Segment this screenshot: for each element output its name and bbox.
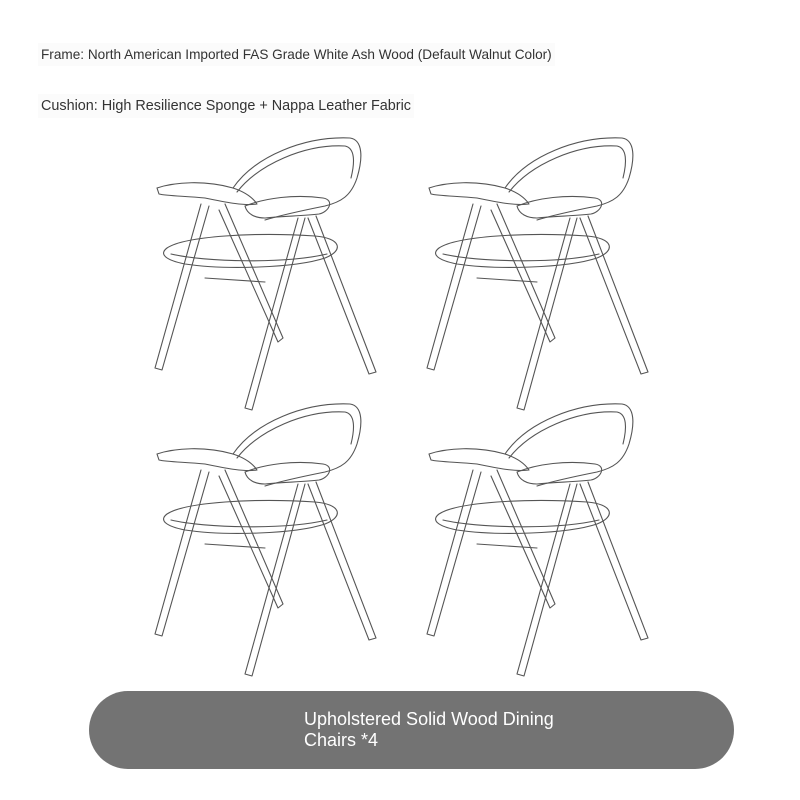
dining-chair-icon	[145, 126, 385, 416]
dining-chair-icon	[417, 126, 657, 416]
product-caption-text: Upholstered Solid Wood Dining Chairs *4	[304, 709, 554, 750]
dining-chair-icon	[417, 392, 657, 682]
product-caption-banner	[89, 691, 734, 769]
chair-illustration-3	[145, 392, 385, 682]
dining-chair-icon	[145, 392, 385, 682]
chair-illustration-2	[417, 126, 657, 416]
chair-illustration-1	[145, 126, 385, 416]
chair-illustration-4	[417, 392, 657, 682]
frame-spec-text: Frame: North American Imported FAS Grade White Ash Wood (Default Walnut Color)	[38, 43, 555, 66]
cushion-spec-text: Cushion: High Resilience Sponge + Nappa Leather Fabric	[38, 94, 414, 118]
